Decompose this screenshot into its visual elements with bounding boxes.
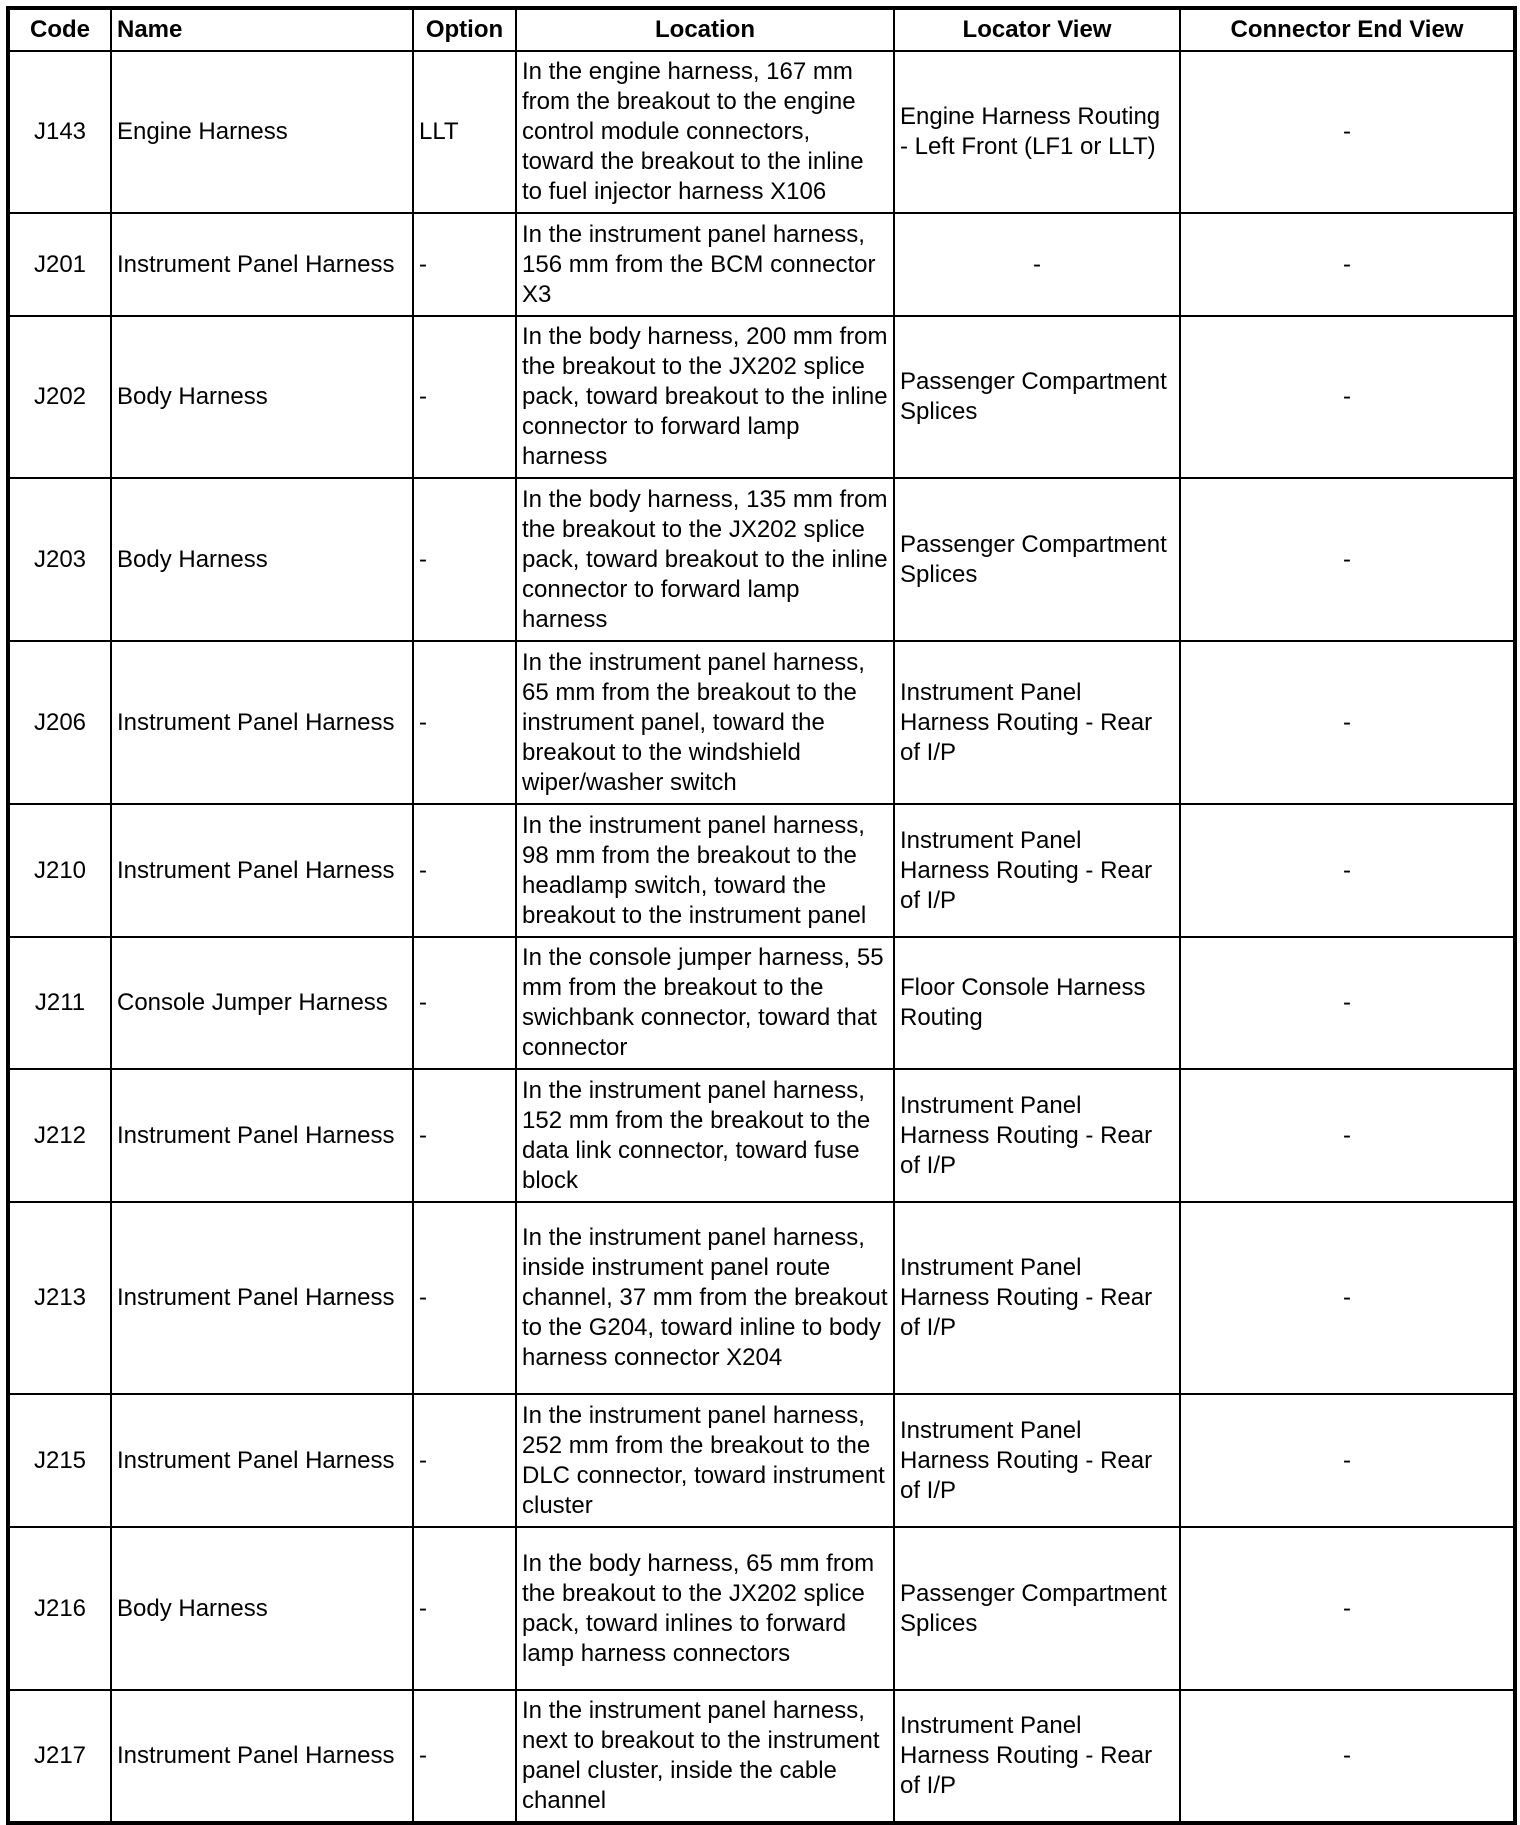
table-row <box>8 804 1515 937</box>
cell-code: J203 <box>8 478 111 641</box>
cell-location: In the body harness, 65 mm from the breakout to the JX202 splice pack, toward inlines to forward lamp harness connectors <box>516 1527 894 1690</box>
cell-connector-end-view: - <box>1180 1202 1515 1394</box>
cell-name: Instrument Panel Harness <box>111 804 413 937</box>
header-code: Code <box>8 8 111 51</box>
cell-location: In the body harness, 135 mm from the breakout to the JX202 splice pack, toward breakout to the inline connector to forward lamp harness <box>516 478 894 641</box>
cell-connector-end-view: - <box>1180 1394 1515 1527</box>
cell-name: Instrument Panel Harness <box>111 213 413 316</box>
table-row <box>8 1394 1515 1527</box>
cell-code: J216 <box>8 1527 111 1690</box>
cell-location: In the instrument panel harness, 156 mm from the BCM connector X3 <box>516 213 894 316</box>
table-row <box>8 1527 1515 1690</box>
cell-option: LLT <box>413 51 516 213</box>
cell-code: J143 <box>8 51 111 213</box>
cell-locator-view: Instrument Panel Harness Routing - Rear of I/P <box>894 1394 1180 1527</box>
cell-connector-end-view: - <box>1180 51 1515 213</box>
cell-locator-view: Instrument Panel Harness Routing - Rear of I/P <box>894 1069 1180 1202</box>
cell-option: - <box>413 804 516 937</box>
cell-locator-view: Floor Console Harness Routing <box>894 937 1180 1069</box>
cell-location: In the instrument panel harness, inside instrument panel route channel, 37 mm from the breakout to the G204, toward inline to body harness connector X204 <box>516 1202 894 1394</box>
cell-code: J213 <box>8 1202 111 1394</box>
cell-option: - <box>413 937 516 1069</box>
cell-name: Instrument Panel Harness <box>111 641 413 804</box>
cell-locator-view: Instrument Panel Harness Routing - Rear of I/P <box>894 1690 1180 1823</box>
cell-name: Instrument Panel Harness <box>111 1202 413 1394</box>
cell-locator-view: Instrument Panel Harness Routing - Rear of I/P <box>894 641 1180 804</box>
cell-option: - <box>413 478 516 641</box>
cell-name: Engine Harness <box>111 51 413 213</box>
cell-option: - <box>413 641 516 804</box>
header-name: Name <box>111 8 413 51</box>
cell-locator-view: Engine Harness Routing - Left Front (LF1 or LLT) <box>894 51 1180 213</box>
cell-locator-view: - <box>894 213 1180 316</box>
cell-location: In the instrument panel harness, 65 mm from the breakout to the instrument panel, toward the breakout to the windshield wiper/washer switch <box>516 641 894 804</box>
cell-locator-view: Passenger Compartment Splices <box>894 1527 1180 1690</box>
cell-connector-end-view: - <box>1180 1069 1515 1202</box>
cell-connector-end-view: - <box>1180 641 1515 804</box>
cell-connector-end-view: - <box>1180 316 1515 478</box>
header-location: Location <box>516 8 894 51</box>
cell-connector-end-view: - <box>1180 213 1515 316</box>
cell-code: J211 <box>8 937 111 1069</box>
table-row <box>8 213 1515 316</box>
cell-location: In the instrument panel harness, 98 mm from the breakout to the headlamp switch, toward the breakout to the instrument panel <box>516 804 894 937</box>
table-row <box>8 478 1515 641</box>
cell-locator-view: Instrument Panel Harness Routing - Rear of I/P <box>894 1202 1180 1394</box>
cell-location: In the console jumper harness, 55 mm from the breakout to the swichbank connector, toward that connector <box>516 937 894 1069</box>
cell-option: - <box>413 213 516 316</box>
cell-name: Console Jumper Harness <box>111 937 413 1069</box>
header-locator-view: Locator View <box>894 8 1180 51</box>
cell-connector-end-view: - <box>1180 804 1515 937</box>
cell-connector-end-view: - <box>1180 1690 1515 1823</box>
cell-connector-end-view: - <box>1180 478 1515 641</box>
table-row <box>8 641 1515 804</box>
cell-code: J202 <box>8 316 111 478</box>
table-row <box>8 316 1515 478</box>
table-row <box>8 1202 1515 1394</box>
cell-location: In the instrument panel harness, next to breakout to the instrument panel cluster, inside the cable channel <box>516 1690 894 1823</box>
header-connector-end-view: Connector End View <box>1180 8 1515 51</box>
table-row <box>8 1690 1515 1823</box>
cell-connector-end-view: - <box>1180 937 1515 1069</box>
cell-location: In the engine harness, 167 mm from the breakout to the engine control module connectors, toward the breakout to the inline to fuel injector harness X106 <box>516 51 894 213</box>
cell-code: J217 <box>8 1690 111 1823</box>
cell-connector-end-view: - <box>1180 1527 1515 1690</box>
cell-code: J212 <box>8 1069 111 1202</box>
table-header-row <box>8 8 1515 51</box>
cell-code: J206 <box>8 641 111 804</box>
cell-location: In the body harness, 200 mm from the breakout to the JX202 splice pack, toward breakout to the inline connector to forward lamp harness <box>516 316 894 478</box>
cell-code: J201 <box>8 213 111 316</box>
cell-name: Instrument Panel Harness <box>111 1690 413 1823</box>
table-row <box>8 51 1515 213</box>
splice-location-table <box>6 6 1517 1825</box>
cell-location: In the instrument panel harness, 152 mm from the breakout to the data link connector, toward fuse block <box>516 1069 894 1202</box>
cell-locator-view: Instrument Panel Harness Routing - Rear of I/P <box>894 804 1180 937</box>
cell-option: - <box>413 1394 516 1527</box>
cell-option: - <box>413 1527 516 1690</box>
table-row <box>8 937 1515 1069</box>
cell-name: Body Harness <box>111 1527 413 1690</box>
cell-location: In the instrument panel harness, 252 mm from the breakout to the DLC connector, toward instrument cluster <box>516 1394 894 1527</box>
cell-option: - <box>413 316 516 478</box>
cell-locator-view: Passenger Compartment Splices <box>894 478 1180 641</box>
cell-option: - <box>413 1069 516 1202</box>
cell-option: - <box>413 1690 516 1823</box>
cell-name: Instrument Panel Harness <box>111 1394 413 1527</box>
table-row <box>8 1069 1515 1202</box>
cell-name: Body Harness <box>111 316 413 478</box>
cell-locator-view: Passenger Compartment Splices <box>894 316 1180 478</box>
cell-code: J210 <box>8 804 111 937</box>
cell-name: Instrument Panel Harness <box>111 1069 413 1202</box>
cell-code: J215 <box>8 1394 111 1527</box>
cell-name: Body Harness <box>111 478 413 641</box>
cell-option: - <box>413 1202 516 1394</box>
header-option: Option <box>413 8 516 51</box>
